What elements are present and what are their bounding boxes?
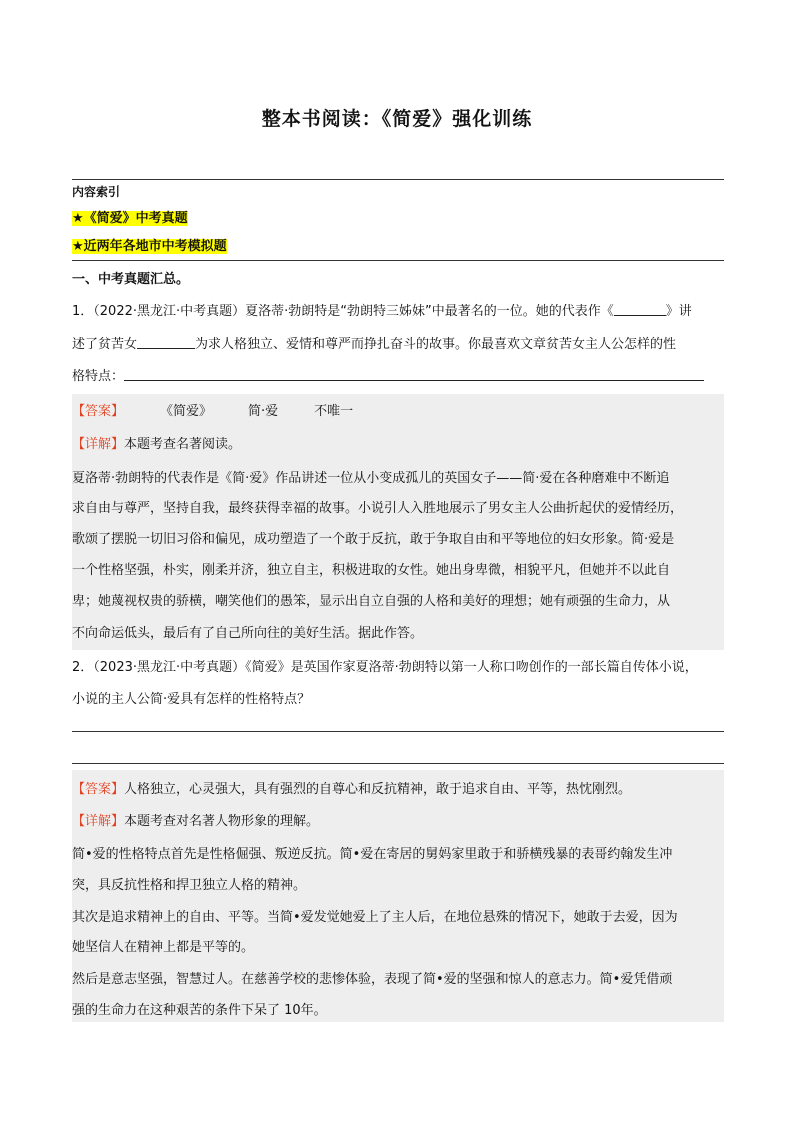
index-item-label: ★《简爱》中考真题 [72,211,188,226]
answer-value: 人格独立，心灵强大，具有强烈的自尊心和反抗精神，敢于追求自由、平等，热忱刚烈。 [124,782,632,797]
question-1-line [72,333,676,352]
question-1-line [72,365,704,384]
answer-value: 《简爱》 [160,404,213,419]
detail-text: 求自由与尊严，坚持自我，最终获得幸福的故事。小说引人入胜地展示了男女主人公曲折起伏的爱情经历， [72,501,684,516]
question-text: 为求人格独立、爱情和尊严而挣扎奋斗的故事。你最喜欢文章贫苦女主人公怎样的性 [195,337,677,352]
detail-text: 突，具反抗性格和捍卫独立人格的精神。 [72,878,307,893]
detail-label: 【详解】 [72,814,125,829]
page-title: 整本书阅读：《简爱》强化训练 [261,108,533,130]
section-heading: 一、中考真题汇总。 [72,272,190,287]
answer-blank [137,336,195,349]
detail-line [72,433,241,452]
question-text: 1．（2022·黑龙江·中考真题）夏洛蒂·勃朗特是“勃朗特三姊妹”中最著名的一位。她的代表作《 [72,304,614,319]
detail-text: 卑；她蔑视权贵的骄横，嘲笑他们的愚笨，显示出自立自强的人格和美好的理想；她有顽强的生命力，从 [72,594,671,609]
question-text: 格特点： [72,369,125,384]
divider [72,260,724,261]
divider [72,179,724,180]
answer-line [72,400,353,419]
question-2-line: 2．（2023·黑龙江·中考真题）《简爱》是英国作家夏洛蒂·勃朗特以第一人称口吻创作的一部长篇自传体小说， [72,660,698,675]
writing-line [72,763,724,764]
answer-value: 不唯一 [314,404,354,419]
question-1-line [72,300,692,319]
writing-line [72,731,724,732]
detail-text: 其次是追求精神上的自由、平等。当简•爱发觉她爱上了主人后，在地位悬殊的情况下，她敢于去爱，因为 [72,910,678,925]
detail-text: 然后是意志坚强，智慧过人。在慈善学校的悲惨体验，表现了简•爱的坚强和惊人的意志力。简•爱凭借顽 [72,972,673,987]
question-text: 》讲 [665,304,692,319]
question-2-line: 小说的主人公简·爱具有怎样的性格特点？ [72,692,311,707]
detail-text: 简•爱的性格特点首先是性格倔强、叛逆反抗。简•爱在寄居的舅妈家里敢于和骄横残暴的表哥约翰发生冲 [72,847,673,862]
question-text: 述了贫苦女 [72,337,138,352]
index-item-label: ★近两年各地市中考模拟题 [72,239,227,254]
detail-text: 她坚信人在精神上都是平等的。 [72,940,255,955]
detail-text: 歌颂了摆脱一切旧习俗和偏见，成功塑造了一个敢于反抗，敢于争取自由和平等地位的妇女形象。简·爱是 [72,532,675,547]
answer-blank [614,303,666,316]
answer-label: 【答案】 [72,404,125,419]
detail-label: 【详解】 [72,437,125,452]
answer-blank [124,368,704,381]
detail-text: 不向命运低头，最后有了自己所向往的美好生活。据此作答。 [72,626,424,641]
detail-text: 夏洛蒂·勃朗特的代表作是《简·爱》作品讲述一位从小变成孤儿的英国女子——简·爱在各种磨难中不断追 [72,471,670,486]
answer-label: 【答案】 [72,782,125,797]
detail-text: 强的生命力在这种艰苦的条件下呆了 10年。 [72,1003,327,1018]
index-item[interactable] [72,207,188,226]
detail-line [72,810,319,829]
answer-value: 简·爱 [248,404,279,419]
index-heading: 内容索引 [72,185,121,199]
detail-text: 一个性格坚强，朴实，刚柔并济，独立自主，积极进取的女性。她出身卑微，相貌平凡，但她并不以此自 [72,563,671,578]
detail-text: 本题考查对名著人物形象的理解。 [124,814,320,829]
answer-line [72,778,631,797]
detail-text: 本题考查名著阅读。 [124,437,242,452]
index-item[interactable] [72,235,227,254]
